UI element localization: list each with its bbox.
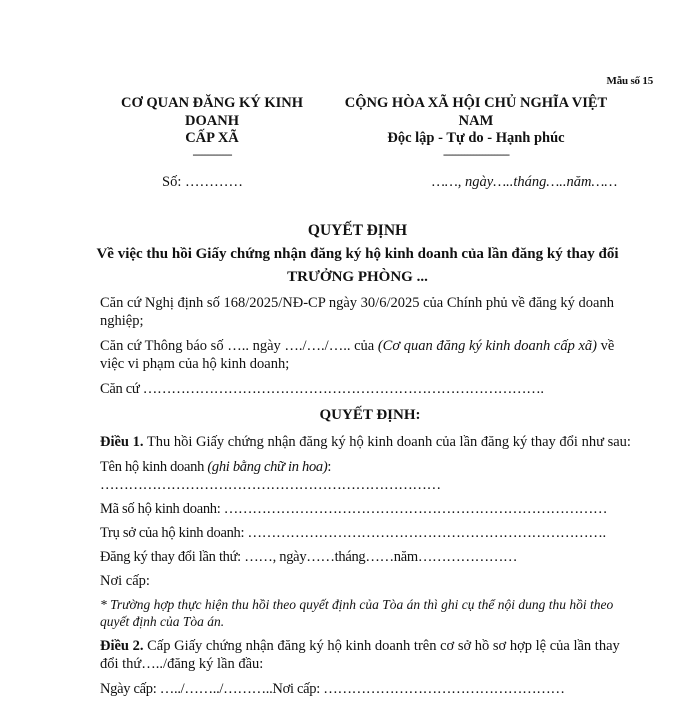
article-1-label: Điều 1. — [100, 434, 144, 450]
business-name-label: Tên hộ kinh doanh — [100, 459, 208, 475]
agency-divider: ------------- — [192, 146, 232, 161]
basis-2-tail: về việc vi phạm của hộ kinh doanh; — [100, 338, 615, 372]
nation-line-1: CỘNG HÒA XÃ HỘI CHỦ NGHĨA VIỆT — [344, 95, 608, 111]
title-block — [60, 222, 655, 292]
document-subtitle: Về việc thu hồi Giấy chứng nhận đăng ký hộ kinh doanh của lần đăng ký thay đổi — [96, 246, 619, 262]
business-name-dots: : ……………………………………………………………… — [100, 459, 441, 493]
motto-divider: ---------------------- — [443, 146, 509, 161]
article-2-text: Cấp Giấy chứng nhận đăng ký hộ kinh doanh trên cơ sở hồ sơ hợp lệ của lần thay đổi thứ…../đăng ký lần đầu: — [100, 638, 620, 672]
decision-heading: QUYẾT ĐỊNH: — [319, 407, 421, 423]
field-issue-date-place: Ngày cấp: …../……../………..Nơi cấp: …………………………………………… — [100, 681, 565, 697]
field-business-office: Trụ sở của hộ kinh doanh: …………………………………………………………………. — [100, 525, 606, 541]
agency-line-3: CẤP XÃ — [185, 130, 239, 146]
form-number: Mẫu số 15 — [606, 75, 653, 87]
motto: Độc lập - Tự do - Hạnh phúc — [387, 130, 565, 146]
place-date-line: ……, ngày…..tháng…..năm…… — [432, 174, 618, 190]
legal-basis-2 — [100, 337, 640, 373]
agency-line-2: DOANH — [185, 112, 239, 129]
nation-line-2: NAM — [458, 112, 494, 129]
agency-line-1: CƠ QUAN ĐĂNG KÝ KINH — [120, 95, 304, 111]
legal-basis-1: Căn cứ Nghị định số 168/2025/NĐ-CP ngày 30/6/2025 của Chính phủ về đăng ký doanh nghiệp; — [100, 295, 614, 329]
article-1-text: Thu hồi Giấy chứng nhận đăng ký hộ kinh doanh của lần đăng ký thay đổi như sau: — [143, 434, 631, 450]
document-number: Số: ………… — [162, 174, 243, 190]
basis-2-text: Căn cứ Thông báo số ….. ngày …./…./….. của — [100, 338, 378, 354]
field-business-name — [100, 458, 640, 494]
issuer-title: TRƯỞNG PHÒNG ... — [287, 269, 428, 285]
article-2-label: Điều 2. — [100, 638, 144, 654]
court-note: * Trường hợp thực hiện thu hồi theo quyết định của Tòa án thì ghi cụ thể nội dung thu hồi theo quyết định của Tòa án. — [100, 597, 614, 629]
basis-2-agency: (Cơ quan đăng ký kinh doanh cấp xã) — [377, 338, 597, 354]
article-2 — [100, 637, 640, 673]
field-change-number: Đăng ký thay đổi lần thứ: ……, ngày……tháng……năm………………… — [100, 549, 518, 565]
issuing-agency-header — [96, 95, 328, 160]
article-1 — [100, 433, 640, 451]
field-business-code: Mã số hộ kinh doanh: ……………………………………………………………………… — [100, 501, 608, 517]
national-header — [328, 95, 624, 160]
document-title: QUYẾT ĐỊNH — [307, 222, 408, 239]
document-body — [100, 294, 640, 705]
business-name-hint: (ghi bằng chữ in hoa) — [207, 459, 328, 475]
legal-basis-3: Căn cứ …………………………………………………………………………. — [100, 381, 544, 397]
field-issued-by: Nơi cấp: — [100, 573, 150, 589]
